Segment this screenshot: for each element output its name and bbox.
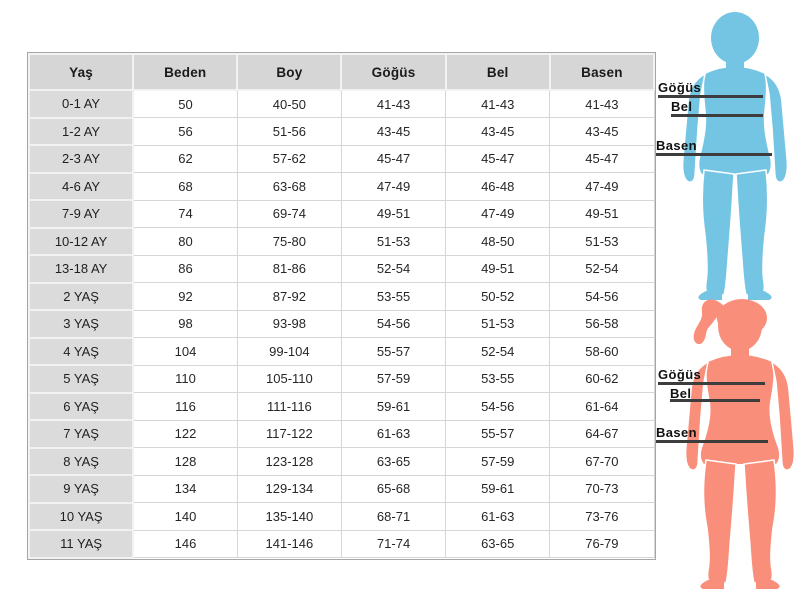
table-cell: 52-54: [550, 255, 654, 283]
table-cell: 141-146: [237, 530, 341, 558]
table-cell: 55-57: [446, 420, 550, 448]
table-cell: 57-59: [341, 365, 445, 393]
child-hip-line: [656, 153, 772, 156]
table-cell: 50-52: [446, 283, 550, 311]
table-cell: 48-50: [446, 228, 550, 256]
table-cell: 128: [133, 448, 237, 476]
table-cell: 51-56: [237, 118, 341, 146]
table-cell: 62: [133, 145, 237, 173]
row-label-cell: 7-9 AY: [29, 200, 133, 228]
child-torso: [699, 67, 770, 174]
table-cell: 43-45: [550, 118, 654, 146]
table-cell: 67-70: [550, 448, 654, 476]
table-cell: 92: [133, 283, 237, 311]
table-cell: 76-79: [550, 530, 654, 558]
table-header-cell: Basen: [550, 54, 654, 90]
table-cell: 104: [133, 338, 237, 366]
table-cell: 47-49: [341, 173, 445, 201]
table-cell: 98: [133, 310, 237, 338]
table-cell: 63-65: [446, 530, 550, 558]
table-cell: 123-128: [237, 448, 341, 476]
table-cell: 46-48: [446, 173, 550, 201]
table-cell: 53-55: [446, 365, 550, 393]
table-cell: 69-74: [237, 200, 341, 228]
table-row: [29, 310, 654, 338]
table-cell: 61-63: [341, 420, 445, 448]
table-cell: 57-62: [237, 145, 341, 173]
row-label-cell: 2-3 AY: [29, 145, 133, 173]
table-row: [29, 283, 654, 311]
row-label-cell: 10-12 AY: [29, 228, 133, 256]
table-cell: 86: [133, 255, 237, 283]
table-cell: 54-56: [341, 310, 445, 338]
table-cell: 56-58: [550, 310, 654, 338]
table-cell: 146: [133, 530, 237, 558]
table-cell: 68-71: [341, 503, 445, 531]
table-cell: 49-51: [341, 200, 445, 228]
girl-waist-label: Bel: [670, 386, 692, 401]
table-cell: 52-54: [341, 255, 445, 283]
table-cell: 43-45: [341, 118, 445, 146]
table-cell: 57-59: [446, 448, 550, 476]
table-cell: 93-98: [237, 310, 341, 338]
girl-chest-line: [658, 382, 765, 385]
girl-right-foot: [756, 580, 780, 589]
table-row: [29, 420, 654, 448]
table-cell: 40-50: [237, 90, 341, 118]
table-cell: 49-51: [550, 200, 654, 228]
table-cell: 45-47: [446, 145, 550, 173]
girl-hip-label: Basen: [656, 425, 698, 440]
table-cell: 47-49: [446, 200, 550, 228]
table-cell: 60-62: [550, 365, 654, 393]
table-cell: 41-43: [341, 90, 445, 118]
table-row: [29, 365, 654, 393]
child-waist-label: Bel: [671, 99, 693, 114]
table-cell: 54-56: [550, 283, 654, 311]
table-cell: 63-68: [237, 173, 341, 201]
table-cell: 45-47: [341, 145, 445, 173]
table-row: [29, 90, 654, 118]
table-row: [29, 145, 654, 173]
table-row: [29, 393, 654, 421]
row-label-cell: 9 YAŞ: [29, 475, 133, 503]
row-label-cell: 13-18 AY: [29, 255, 133, 283]
size-chart-table: [28, 53, 655, 559]
row-label-cell: 11 YAŞ: [29, 530, 133, 558]
table-cell: 47-49: [550, 173, 654, 201]
girl-right-leg: [744, 460, 777, 583]
table-row: [29, 118, 654, 146]
table-row: [29, 448, 654, 476]
table-cell: 43-45: [446, 118, 550, 146]
row-label-cell: 2 YAŞ: [29, 283, 133, 311]
child-hip-label: Basen: [656, 138, 698, 153]
table-cell: 134: [133, 475, 237, 503]
table-cell: 111-116: [237, 393, 341, 421]
table-cell: 73-76: [550, 503, 654, 531]
table-cell: 70-73: [550, 475, 654, 503]
girl-chest-label: Göğüs: [658, 367, 702, 382]
table-cell: 140: [133, 503, 237, 531]
table-cell: 50: [133, 90, 237, 118]
table-cell: 117-122: [237, 420, 341, 448]
table-row: [29, 338, 654, 366]
child-right-leg: [736, 170, 768, 295]
table-cell: 59-61: [446, 475, 550, 503]
girl-torso: [701, 355, 779, 464]
table-row: [29, 228, 654, 256]
table-cell: 41-43: [446, 90, 550, 118]
table-cell: 65-68: [341, 475, 445, 503]
table-row: [29, 173, 654, 201]
table-cell: 129-134: [237, 475, 341, 503]
table-cell: 63-65: [341, 448, 445, 476]
table-cell: 61-64: [550, 393, 654, 421]
table-cell: 71-74: [341, 530, 445, 558]
table-cell: 51-53: [550, 228, 654, 256]
table-row: [29, 530, 654, 558]
child-chest-label: Göğüs: [658, 80, 702, 95]
row-label-cell: 1-2 AY: [29, 118, 133, 146]
table-cell: 122: [133, 420, 237, 448]
girl-silhouette: [662, 296, 798, 590]
row-label-cell: 0-1 AY: [29, 90, 133, 118]
table-header-cell: Bel: [446, 54, 550, 90]
row-label-cell: 3 YAŞ: [29, 310, 133, 338]
table-header-row: [29, 54, 654, 90]
table-cell: 56: [133, 118, 237, 146]
table-cell: 51-53: [446, 310, 550, 338]
table-cell: 55-57: [341, 338, 445, 366]
table-cell: 75-80: [237, 228, 341, 256]
table-header-cell: Göğüs: [341, 54, 445, 90]
table-cell: 54-56: [446, 393, 550, 421]
size-chart: [27, 52, 656, 560]
table-cell: 59-61: [341, 393, 445, 421]
table-cell: 99-104: [237, 338, 341, 366]
row-label-cell: 8 YAŞ: [29, 448, 133, 476]
size-chart-header: [29, 54, 654, 90]
table-row: [29, 255, 654, 283]
table-row: [29, 200, 654, 228]
table-cell: 64-67: [550, 420, 654, 448]
table-cell: 74: [133, 200, 237, 228]
table-cell: 61-63: [446, 503, 550, 531]
row-label-cell: 7 YAŞ: [29, 420, 133, 448]
table-header-cell: Beden: [133, 54, 237, 90]
row-label-cell: 10 YAŞ: [29, 503, 133, 531]
table-cell: 116: [133, 393, 237, 421]
table-cell: 135-140: [237, 503, 341, 531]
table-cell: 51-53: [341, 228, 445, 256]
girl-left-leg: [703, 460, 736, 583]
table-cell: 87-92: [237, 283, 341, 311]
table-cell: 80: [133, 228, 237, 256]
table-cell: 53-55: [341, 283, 445, 311]
child-chest-line: [658, 95, 763, 98]
table-cell: 41-43: [550, 90, 654, 118]
table-cell: 52-54: [446, 338, 550, 366]
row-label-cell: 4-6 AY: [29, 173, 133, 201]
girl-hip-line: [656, 440, 768, 443]
girl-left-foot: [700, 580, 724, 589]
table-cell: 81-86: [237, 255, 341, 283]
table-cell: 105-110: [237, 365, 341, 393]
table-header-cell: Boy: [237, 54, 341, 90]
table-cell: 49-51: [446, 255, 550, 283]
table-cell: 68: [133, 173, 237, 201]
table-cell: 45-47: [550, 145, 654, 173]
row-label-cell: 4 YAŞ: [29, 338, 133, 366]
table-cell: 110: [133, 365, 237, 393]
child-waist-line: [671, 114, 763, 117]
table-row: [29, 475, 654, 503]
child-left-leg: [702, 170, 734, 295]
size-chart-body: [29, 90, 654, 558]
row-label-cell: 6 YAŞ: [29, 393, 133, 421]
row-label-cell: 5 YAŞ: [29, 365, 133, 393]
table-cell: 58-60: [550, 338, 654, 366]
table-row: [29, 503, 654, 531]
table-header-cell: Yaş: [29, 54, 133, 90]
